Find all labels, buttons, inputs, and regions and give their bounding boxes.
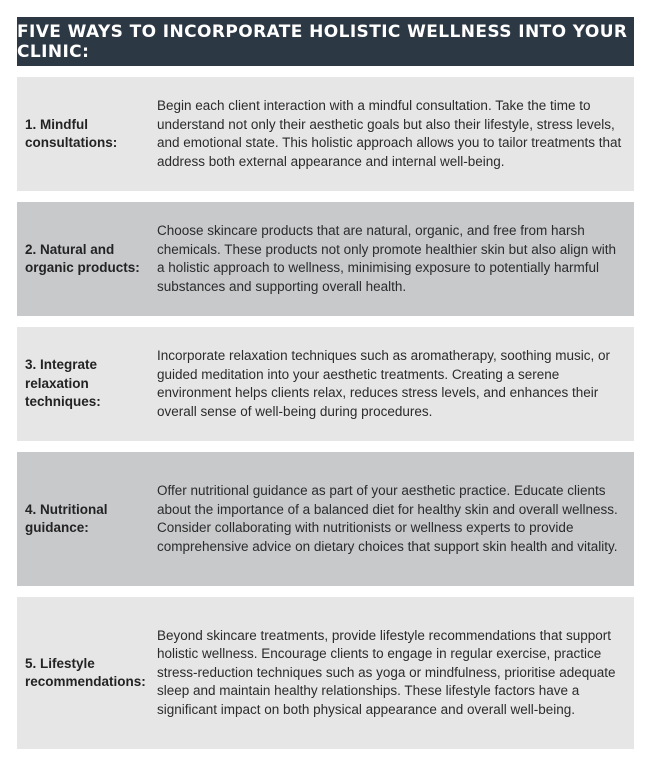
wellness-item-mindful-consultations xyxy=(17,77,634,191)
item-description: Incorporate relaxation techniques such as aromatherapy, soothing music, or guided meditation into your aesthetic treatments. Creating a serene environment helps clients relax, reduces stress levels, and enhances their overall sense of well-being during procedures. xyxy=(157,348,610,419)
item-description: Begin each client interaction with a mindful consultation. Take the time to understand not only their aesthetic goals but also their lifestyle, stress levels, and emotional state. This holistic approach allows you to tailor treatments that address both external appearance and internal well-being. xyxy=(157,98,622,169)
item-label: 4. Nutritional guidance: xyxy=(25,501,108,535)
item-label: 1. Mindful consultations: xyxy=(25,116,118,150)
wellness-item-relaxation-techniques xyxy=(17,327,634,441)
item-label: 2. Natural and organic products: xyxy=(25,241,140,275)
wellness-item-natural-products xyxy=(17,202,634,316)
item-description: Offer nutritional guidance as part of your aesthetic practice. Educate clients about the importance of a balanced diet for healthy skin and overall wellness. Consider collaborating with nutritionists or wellness experts to provide comprehensive advice on dietary choices that support skin health and vitality. xyxy=(157,483,618,554)
item-description: Beyond skincare treatments, provide lifestyle recommendations that support holistic wellness. Encourage clients to engage in regular exercise, practice stress-reduction techniques such as yoga or mindfulness, prioritise adequate sleep and maintain healthy relationships. These lifestyle factors have a significant impact on both physical appearance and overall well-being. xyxy=(157,627,616,717)
wellness-item-nutritional-guidance xyxy=(17,452,634,586)
item-label: 5. Lifestyle recommendations: xyxy=(25,655,146,689)
page-title: FIVE WAYS TO INCORPORATE HOLISTIC WELLNESS INTO YOUR CLINIC: xyxy=(17,17,634,66)
item-description: Choose skincare products that are natural, organic, and free from harsh chemicals. These products not only promote healthier skin but also align with a holistic approach to wellness, minimising exposure to potentially harmful substances and supporting overall health. xyxy=(157,223,616,294)
wellness-item-lifestyle-recommendations xyxy=(17,597,634,749)
item-label: 3. Integrate relaxation techniques: xyxy=(25,357,101,410)
